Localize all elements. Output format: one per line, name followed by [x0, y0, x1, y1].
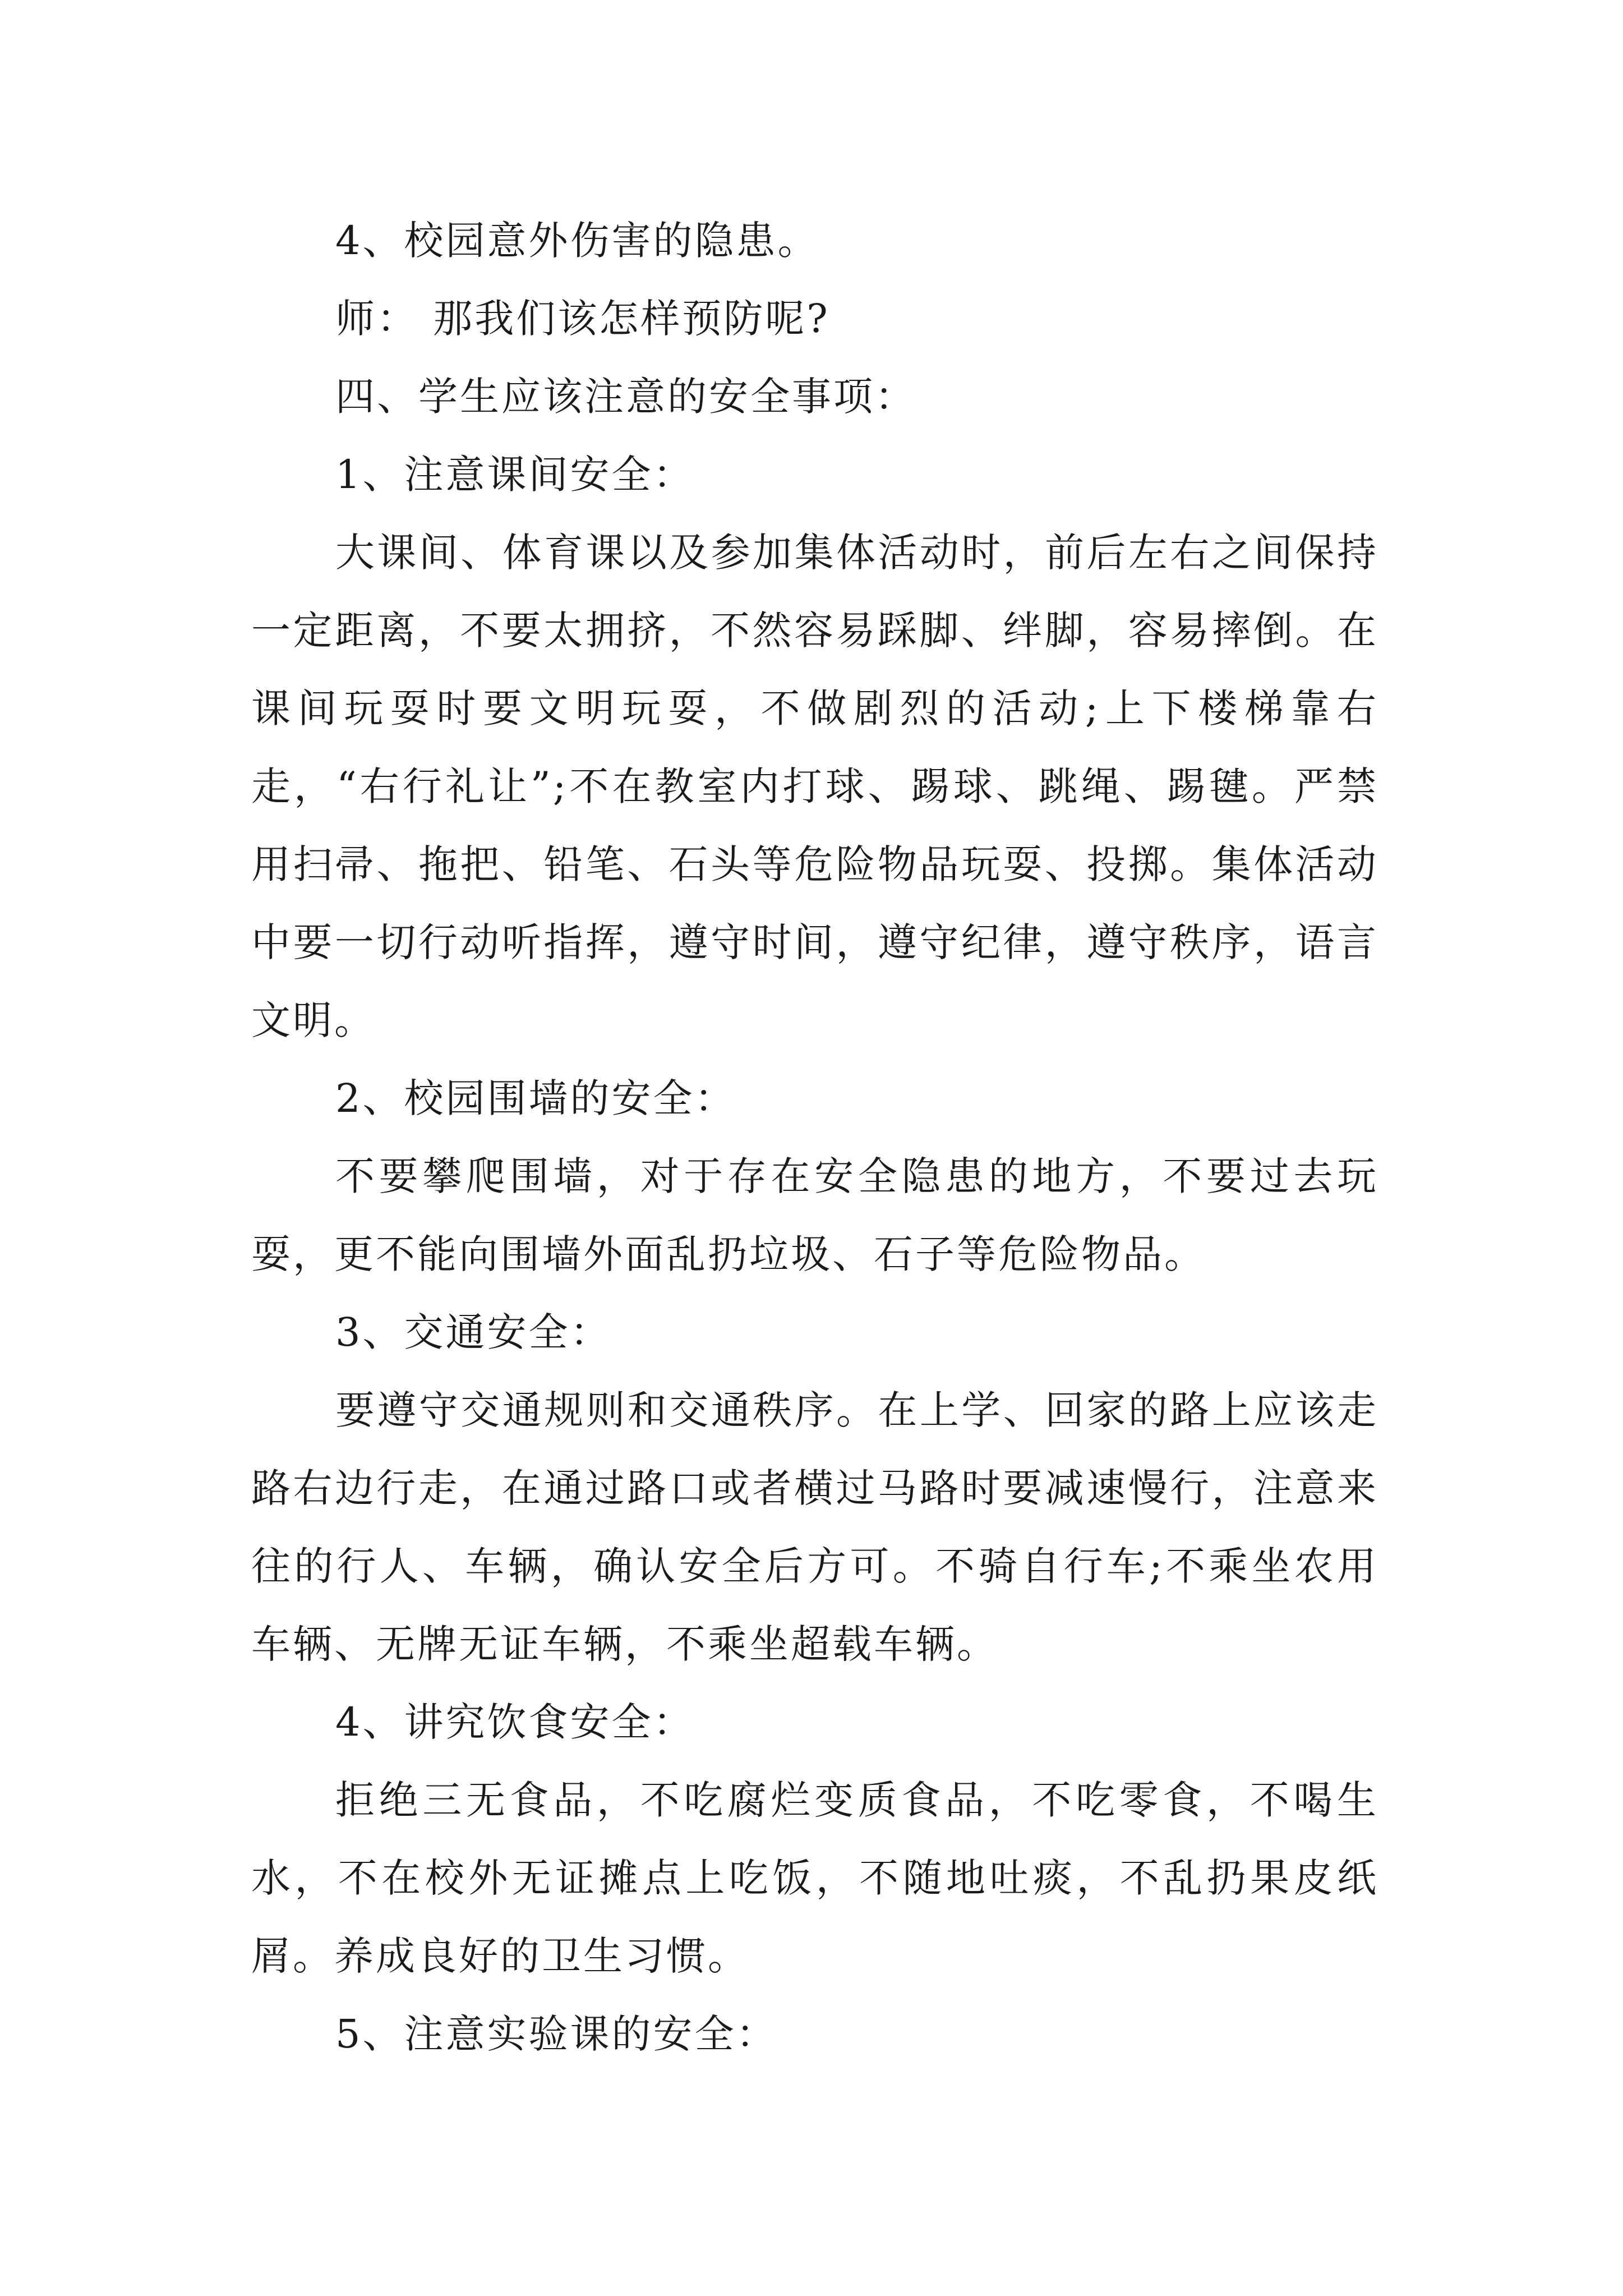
subheading-lab-safety: 5、注意实验课的安全：	[335, 2011, 778, 2057]
paragraph-hazard-item-4: 4、校园意外伤害的隐患。	[335, 218, 819, 264]
subheading-food-safety: 4、讲究饮食安全：	[335, 1699, 695, 1745]
paragraph-traffic-safety: 要遵守交通规则和交通秩序。在上学、回家的路上应该走路右边行走，在通过路口或者横过马路时要减速慢行，注意来往的行人、车辆，确认安全后方可。不骑自行车;不乘坐农用车辆、无牌无证车辆，不乘坐超载车辆。	[251, 1387, 1378, 1667]
subheading-traffic-safety: 3、交通安全：	[335, 1309, 612, 1355]
subheading-break-safety: 1、注意课间安全：	[335, 452, 695, 498]
section-heading-safety-matters: 四、学生应该注意的安全事项：	[335, 374, 916, 420]
paragraph-wall-safety: 不要攀爬围墙，对于存在安全隐患的地方，不要过去玩耍，更不能向围墙外面乱扔垃圾、石子等危险物品。	[251, 1153, 1378, 1277]
document-body	[251, 202, 1378, 2073]
paragraph-break-safety: 大课间、体育课以及参加集体活动时，前后左右之间保持一定距离，不要太拥挤，不然容易踩脚、绊脚，容易摔倒。在课间玩耍时要文明玩耍，不做剧烈的活动;上下楼梯靠右走，“右行礼让”;不在教室内打球、踢球、跳绳、踢毽。严禁用扫帚、拖把、铅笔、石头等危险物品玩耍、投掷。集体活动中要一切行动听指挥，遵守时间，遵守纪律，遵守秩序，语言文明。	[251, 530, 1378, 1043]
paragraph-food-safety: 拒绝三无食品，不吃腐烂变质食品，不吃零食，不喝生水，不在校外无证摊点上吃饭，不随地吐痰，不乱扔果皮纸屑。养成良好的卫生习惯。	[251, 1777, 1378, 1979]
paragraph-teacher-question: 师： 那我们该怎样预防呢?	[335, 296, 830, 342]
subheading-wall-safety: 2、校园围墙的安全：	[335, 1075, 736, 1121]
